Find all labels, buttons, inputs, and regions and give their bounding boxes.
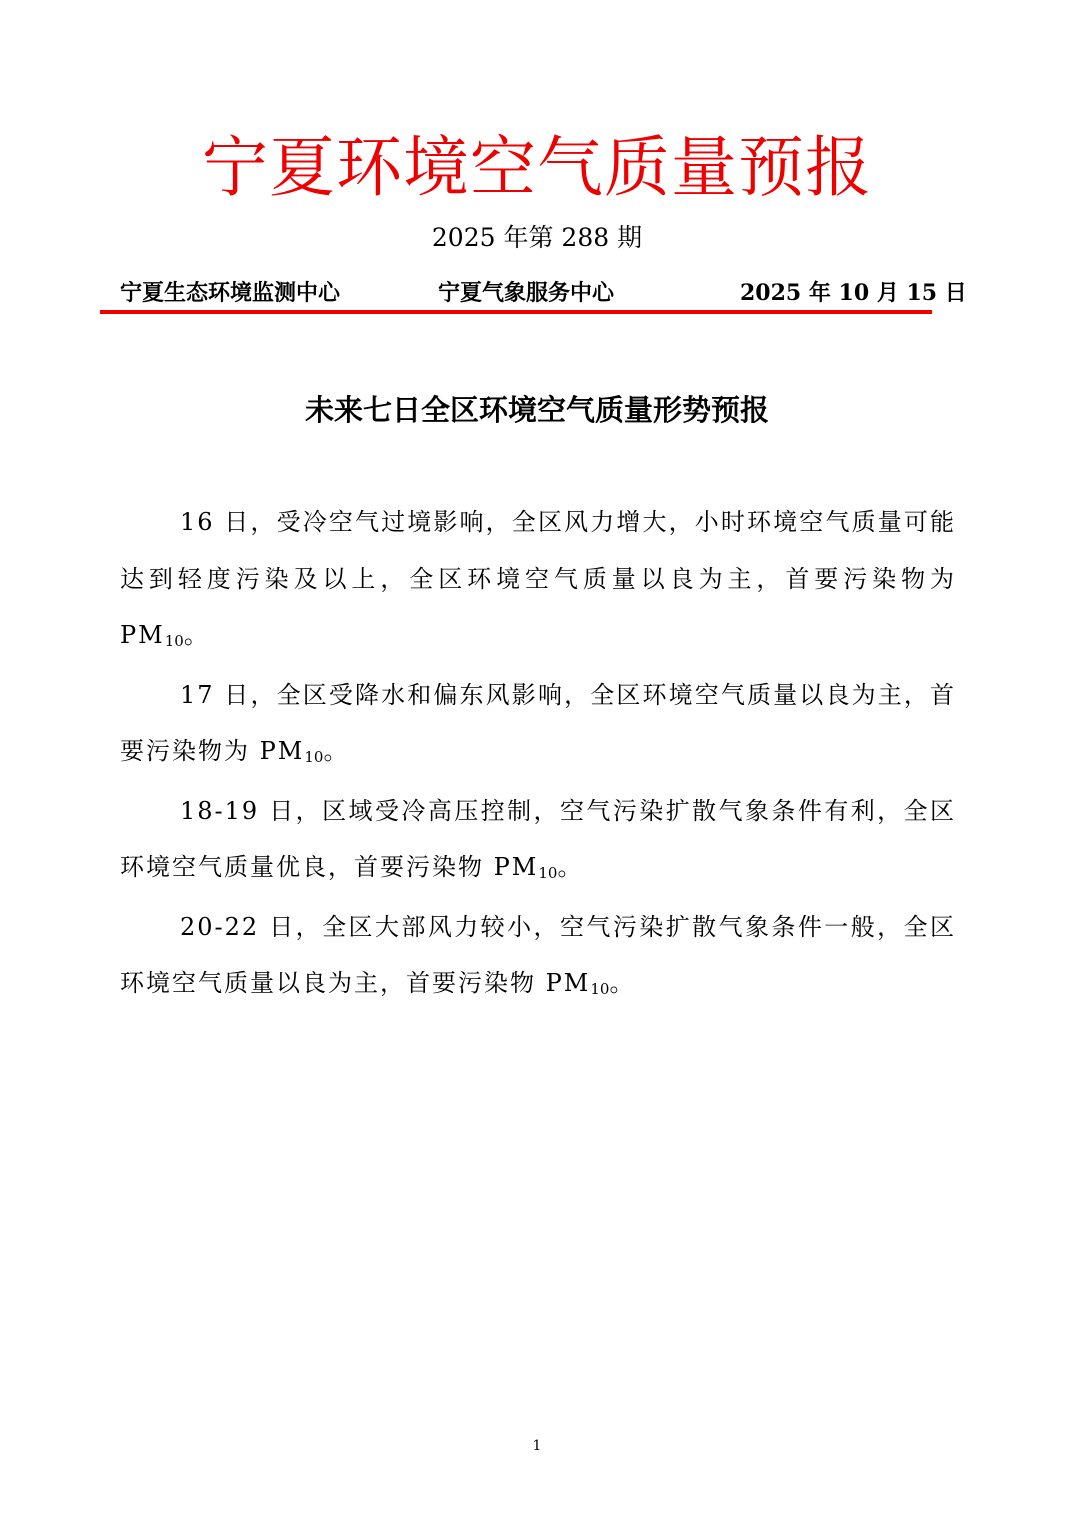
issue-line (0, 220, 1074, 256)
subscript: 10 (538, 864, 558, 882)
subscript: 10 (590, 980, 610, 998)
forecast-paragraph (120, 783, 956, 899)
section-title: 未来七日全区环境空气质量形势预报 (304, 393, 769, 427)
issue-date: 2025 年 10 月 15 日 (740, 280, 967, 306)
page-number: 1 (532, 1438, 542, 1454)
forecast-end: 。 (323, 737, 350, 765)
issue-number: 第 288 期 (528, 223, 643, 252)
forecast-text: 16 日，受冷空气过境影响，全区风力增大，小时环境空气质量可能达到轻度污染及以上，全区环境空气质量以良为主，首要污染物为 PM (120, 508, 956, 649)
subscript: 10 (304, 748, 324, 766)
forecast-paragraph (120, 494, 956, 667)
forecast-end: 。 (609, 969, 636, 997)
issue-year: 2025 年 (431, 223, 529, 252)
forecast-text: 20-22 日，全区大部风力较小，空气污染扩散气象条件一般，全区环境空气质量以良为主，首要污染物 PM (120, 912, 956, 997)
issuer-met-center: 宁夏气象服务中心 (438, 280, 615, 306)
forecast-text: 18-19 日，区域受冷高压控制，空气污染扩散气象条件有利，全区环境空气质量优良，首要污染物 PM (120, 796, 956, 881)
subscript: 10 (164, 632, 184, 650)
forecast-end: 。 (183, 621, 210, 649)
forecast-paragraph (120, 899, 956, 1015)
forecast-end: 。 (557, 853, 584, 881)
forecast-paragraph (120, 667, 956, 783)
forecast-body (120, 494, 956, 1015)
issuer-env-center: 宁夏生态环境监测中心 (120, 280, 341, 306)
forecast-text: 17 日，全区受降水和偏东风影响，全区环境空气质量以良为主，首要污染物为 PM (120, 680, 956, 765)
page-title: 宁夏环境空气质量预报 (202, 129, 872, 206)
issuer-row (120, 276, 967, 310)
header-divider (100, 310, 932, 314)
